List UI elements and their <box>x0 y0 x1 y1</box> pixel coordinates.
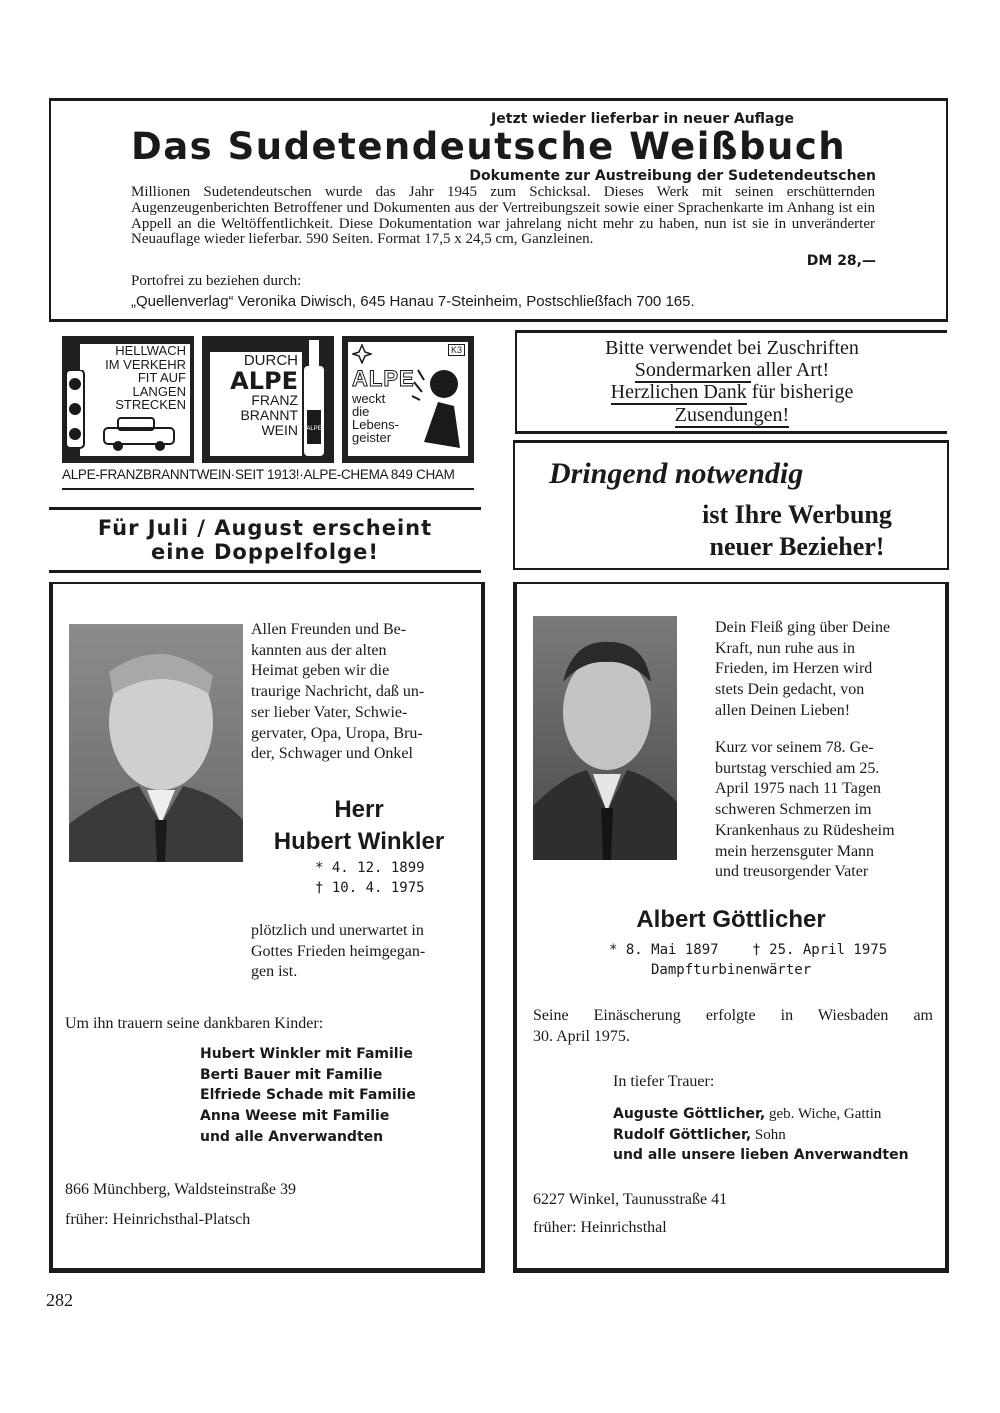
obituary2-notice-line: und treusorgender Vater <box>715 863 869 881</box>
alpe-panel3-line: Lebens- <box>352 417 399 432</box>
stamps-request-line1: Bitte verwendet bei Zuschriften <box>605 337 859 359</box>
obituary2-family-member: Rudolf Göttlicher, <box>613 1126 752 1143</box>
obituary2-name: Albert Göttlicher <box>636 906 826 933</box>
obituary1-intro-line: gervater, Opa, Uropa, Bru- <box>251 724 423 742</box>
obituary2-address: 6227 Winkel, Taunusstraße 41 <box>533 1191 728 1208</box>
alpe-brand-logo: ALPE <box>230 367 298 395</box>
obituary1-intro-line: kannten aus der alten <box>251 641 387 659</box>
obituary1-intro-line: der, Schwager und Onkel <box>251 745 413 763</box>
stamps-request-line4: Zusendungen! <box>674 404 790 426</box>
portrait-silhouette <box>69 624 243 862</box>
obituary1-address: 866 Münchberg, Waldsteinstraße 39 <box>65 1181 296 1198</box>
obituary2-family <box>613 1104 933 1166</box>
alpe-panel3-line: die <box>352 404 370 419</box>
obituary2-notice-line: Krankenhaus zu Rüdesheim <box>715 821 895 839</box>
portrait-photo-albert-goettlicher <box>533 616 677 860</box>
thanks-underlined: Herzlichen Dank <box>610 381 747 403</box>
obituary1-died: † 10. 4. 1975 <box>315 880 425 896</box>
obituary1-former-home: früher: Heinrichsthal-Platsch <box>65 1211 251 1228</box>
alpe-panel3-line: weckt <box>352 391 386 406</box>
alpe-panel1-line: STRECKEN <box>115 397 186 412</box>
obituary1-honorific: Herr <box>334 796 384 823</box>
obituary1-intro <box>251 620 467 765</box>
obituary1-family-member: Anna Weese mit Familie <box>200 1108 390 1125</box>
obituary2-notice <box>715 738 931 883</box>
obituary2-family-relation: geb. Wiche, Gattin <box>765 1106 882 1122</box>
weissbuch-address: „Quellenverlag“ Veronika Diwisch, 645 Hanau 7-Steinheim, Postschließfach 700 165. <box>131 293 695 310</box>
weissbuch-subtitle: Dokumente zur Austreibung der Sudetendeutschen <box>469 168 876 184</box>
alpe-caption-rule <box>62 488 474 490</box>
alpe-panel3-line: geister <box>352 430 392 445</box>
stamps-request-box <box>515 330 947 434</box>
weissbuch-title: Das Sudetendeutsche Weißbuch <box>131 125 847 168</box>
double-issue-notice <box>49 507 481 573</box>
alpe-panel2-line: DURCH <box>243 352 298 369</box>
obituary1-family <box>200 1044 416 1148</box>
stamps-request-line2: aller Art! <box>751 359 830 381</box>
obituary2-cremation-line: Seine Einäscherung erfolgte in Wiesbaden am <box>533 1007 933 1024</box>
alpe-badge: K3 <box>448 344 465 356</box>
obituary-albert-goettlicher <box>513 582 949 1273</box>
appeal-line2: ist Ihre Werbung <box>702 500 892 529</box>
obituary2-notice-line: burtstag verschied am 25. <box>715 759 880 777</box>
page-number: 282 <box>46 1290 73 1310</box>
stamps-request-line3: für bisherige <box>746 381 854 403</box>
obituary2-mourners-label: In tiefer Trauer: <box>613 1073 715 1090</box>
traffic-light-icon <box>64 370 86 450</box>
alpe-panel1-line: FIT AUF <box>137 370 186 385</box>
obituary2-verse-line: Kraft, nun ruhe aus in <box>715 639 855 657</box>
obituary2-dates: * 8. Mai 1897 † 25. April 1975 <box>609 942 888 958</box>
obituary2-profession: Dampfturbinenwärter <box>651 962 812 978</box>
appeal-line3: neuer Bezieher! <box>709 532 885 561</box>
alpe-panel2-line: FRANZ <box>251 392 298 408</box>
obituary1-family-member: und alle Anverwandten <box>200 1128 384 1145</box>
bottle-label: ALPE <box>306 426 322 432</box>
obituary1-family-member: Elfriede Schade mit Familie <box>200 1087 416 1104</box>
alpe-panel-brand <box>202 336 334 463</box>
weissbuch-availability: Jetzt wieder lieferbar in neuer Auflage <box>491 111 794 127</box>
obituary1-family-member: Hubert Winkler mit Familie <box>200 1046 413 1062</box>
obituary2-notice-line: April 1975 nach 11 Tagen <box>715 780 881 798</box>
obituary1-passing-line: plötzlich und unerwartet in <box>251 922 424 939</box>
double-issue-line2: eine Doppelfolge! <box>151 540 379 564</box>
alpe-star-icon <box>352 344 372 364</box>
weissbuch-order-label: Portofrei zu beziehen durch: <box>131 273 302 289</box>
obituary2-verse-line: stets Dein gedacht, von <box>715 681 865 699</box>
obituary2-verse <box>715 618 931 722</box>
obituary1-family-member: Berti Bauer mit Familie <box>200 1066 383 1083</box>
alpe-panel-wake <box>342 336 474 463</box>
obituary2-former-home: früher: Heinrichsthal <box>533 1219 667 1236</box>
obituary1-name: Hubert Winkler <box>273 828 445 855</box>
advertising-appeal-box <box>513 440 949 570</box>
obituary1-intro-line: Heimat geben wir die <box>251 662 390 680</box>
obituary1-intro-line: Allen Freunden und Be- <box>251 621 407 638</box>
alpe-panel-traffic <box>62 336 194 463</box>
appeal-text <box>667 499 927 563</box>
bottle-icon <box>302 340 326 458</box>
alpe-panel1-line: IM VERKEHR <box>105 356 186 372</box>
obituary2-cremation <box>533 1006 933 1047</box>
alpe-panel2-line: BRANNT <box>240 407 298 423</box>
obituary1-born: * 4. 12. 1899 <box>315 860 425 876</box>
obituary1-passing-line: Gottes Frieden heimgegan- <box>251 942 426 960</box>
obituary2-family-member: Auguste Göttlicher, <box>613 1106 766 1122</box>
weissbuch-ad <box>49 98 948 322</box>
obituary2-family-relation: Sohn <box>751 1126 786 1143</box>
appeal-headline: Dringend notwendig <box>549 457 804 490</box>
obituary1-mourners-label: Um ihn trauern seine dankbaren Kinder: <box>65 1015 324 1032</box>
stamps-request-underlined: Sondermarken <box>634 359 752 381</box>
obituary2-cremation-line: 30. April 1975. <box>533 1027 630 1045</box>
portrait-silhouette <box>533 616 677 860</box>
car-icon <box>84 414 184 454</box>
alpe-ad <box>62 336 474 496</box>
alpe-outline-logo: ALPE <box>352 366 415 391</box>
alpe-panel1-line: LANGEN <box>132 383 186 399</box>
alpe-caption: ALPE-FRANZBRANNTWEIN·SEIT 1913!·ALPE-CHEMA 849 CHAM <box>62 467 455 482</box>
obituary2-notice-line: mein herzensguter Mann <box>715 842 875 860</box>
obituary2-family-member: und alle unsere lieben Anverwandten <box>613 1147 909 1164</box>
obituary1-intro-line: traurige Nachricht, daß un- <box>251 683 425 701</box>
double-issue-line1: Für Juli / August erscheint <box>97 516 433 540</box>
obituary2-verse-line: allen Deinen Lieben! <box>715 701 851 719</box>
obituary2-verse-line: Dein Fleiß ging über Deine <box>715 619 891 636</box>
obituary1-passing <box>251 921 467 983</box>
weissbuch-price: DM 28,— <box>806 253 876 269</box>
obituary2-notice-line: schweren Schmerzen im <box>715 801 872 819</box>
obituary1-intro-line: ser lieber Vater, Schwie- <box>251 703 408 721</box>
alpe-panel2-line: WEIN <box>261 422 298 438</box>
portrait-photo-hubert-winkler <box>69 624 243 862</box>
obituary2-verse-line: Frieden, im Herzen wird <box>715 660 873 678</box>
obituary-hubert-winkler <box>49 582 485 1273</box>
alpe-panel1-line: HELLWACH <box>115 343 186 358</box>
waking-figure-icon <box>410 362 466 452</box>
weissbuch-description: Millionen Sudetendeutschen wurde das Jahr 1945 zum Schicksal. Dieses Werk mit seinen erschütternden Augenzeugenberichten Betroffener und Dokumenten aus der Vertreibungszeit sowie einer Sprachenkarte im Anhang ist ein Appell an die Weltöffentlichkeit. Diese Dokumentation war jahrelang nicht mehr zu haben, nun ist sie in unveränderter Neuauflage wieder lieferbar. 590 Seiten. Format 17,5 x 24,5 cm, Ganzleinen. <box>131 184 875 248</box>
obituary1-passing-line: gen ist. <box>251 963 298 981</box>
obituary2-notice-line: Kurz vor seinem 78. Ge- <box>715 739 874 756</box>
